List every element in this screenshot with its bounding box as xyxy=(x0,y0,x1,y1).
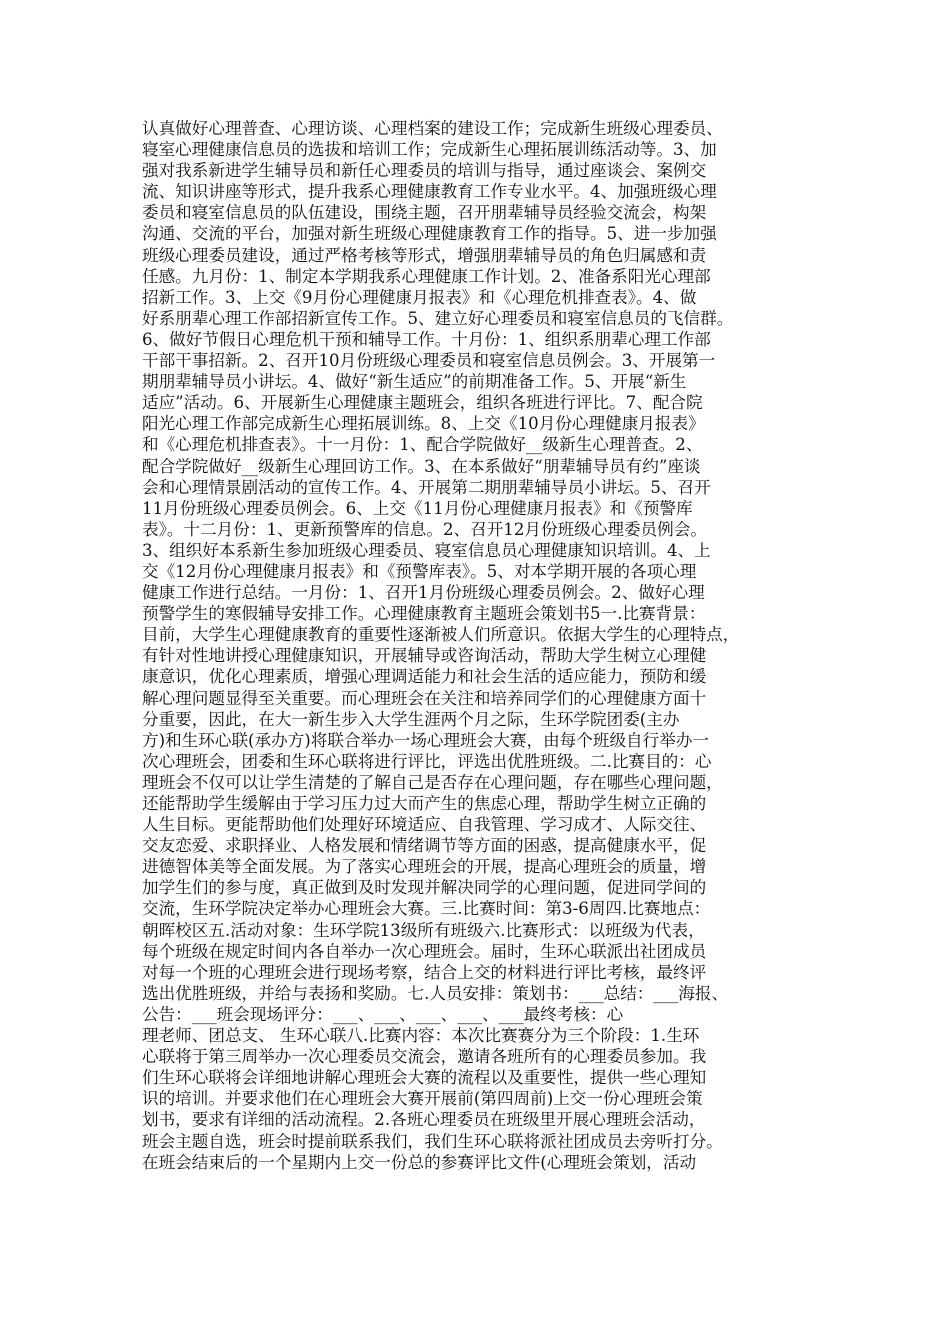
text-line: 和《心理危机排查表》。十一月份：1、配合学院做好__级新生心理普查。2、 xyxy=(142,435,703,455)
text-line: 会和心理情景剧活动的宣传工作。4、开展第二期朋辈辅导员小讲坛。5、召开 xyxy=(142,477,711,497)
text-line: 理班会不仅可以让学生清楚的了解自己是否存在心理问题，存在哪些心理问题， xyxy=(142,772,723,792)
text-line: 适应”活动。6、开展新生心理健康主题班会，组织各班进行评比。7、配合院 xyxy=(142,393,703,413)
text-line: 健康工作进行总结。一月份：1、召开1月份班级心理委员例会。2、做好心理 xyxy=(142,583,705,603)
text-line: 目前，大学生心理健康教育的重要性逐渐被人们所意识。依据大学生的心理特点， xyxy=(142,625,740,645)
text-line: 6、做好节假日心理危机干预和辅导工作。十月份：1、组织系朋辈心理工作部 xyxy=(142,329,711,349)
text-line: 好系朋辈心理工作部招新宣传工作。5、建立好心理委员和寝室信息员的飞信群。 xyxy=(142,308,734,328)
text-line: 交《12月份心理健康月报表》和《预警库表》。5、对本学期开展的各项心理 xyxy=(142,561,697,581)
text-line: 班级心理委员建设，通过严格考核等形式，增强朋辈辅导员的角色归属感和责 xyxy=(142,245,707,265)
text-line: 识的培训。并要求他们在心理班会大赛开展前(第四周前)上交一份心理班会策 xyxy=(142,1089,703,1109)
text-line: 对每一个班的心理班会进行现场考察，结合上交的材料进行评比考核，最终评 xyxy=(142,962,707,982)
text-line: 人生目标。更能帮助他们处理好环境适应、自我管理、学习成才、人际交往、 xyxy=(142,815,707,835)
text-line: 3、组织好本系新生参加班级心理委员、寝室信息员心理健康知识培训。4、上 xyxy=(142,540,711,560)
text-line: 划书，要求有详细的活动流程。2.各班心理委员在班级里开展心理班会活动， xyxy=(142,1110,706,1130)
text-line: 每个班级在规定时间内各自举办一次心理班会。届时，生环心联派出社团成员 xyxy=(142,941,707,961)
text-line: 分重要，因此，在大一新生步入大学生涯两个月之际，生环学院团委(主办 xyxy=(142,709,680,729)
document-body xyxy=(142,118,822,1173)
text-line: 康意识，优化心理素质，增强心理调适能力和社会生活的适应能力，预防和缓 xyxy=(142,667,707,687)
text-line: 解心理问题显得至关重要。而心理班会在关注和培养同学们的心理健康方面十 xyxy=(142,688,707,708)
text-line: 次心理班会，团委和生环心联将进行评比，评选出优胜班级。二.比赛目的：心 xyxy=(142,751,712,771)
text-line: 招新工作。3、上交《9月份心理健康月报表》和《心理危机排查表》。4、做 xyxy=(142,287,697,307)
text-line: 寝室心理健康信息员的选拔和培训工作；完成新生心理拓展训练活动等。3、加 xyxy=(142,140,717,160)
text-line: 干部干事招新。2、召开10月份班级心理委员和寝室信息员例会。3、开展第一 xyxy=(142,351,716,371)
text-line: 委员和寝室信息员的队伍建设，围绕主题，召开朋辈辅导员经验交流会，构架 xyxy=(142,203,707,223)
text-line: 配合学院做好__级新生心理回访工作。3、在本系做好“朋辈辅导员有约”座谈 xyxy=(142,456,701,476)
text-line: 强对我系新进学生辅导员和新任心理委员的培训与指导，通过座谈会、案例交 xyxy=(142,161,707,181)
text-line: 在班会结束后的一个星期内上交一份总的参赛评比文件(心理班会策划，活动 xyxy=(142,1152,697,1172)
text-line: 加学生们的参与度，真正做到及时发现并解决同学的心理问题，促进同学间的 xyxy=(142,878,707,898)
text-line: 认真做好心理普查、心理访谈、心理档案的建设工作；完成新生班级心理委员、 xyxy=(142,119,723,138)
text-line: 表》。十二月份：1、更新预警库的信息。2、召开12月份班级心理委员例会。 xyxy=(142,519,707,539)
text-line: 交友恋爱、求职择业、人格发展和情绪调节等方面的困惑，提高健康水平，促 xyxy=(142,836,707,856)
text-line: 预警学生的寒假辅导安排工作。心理健康教育主题班会策划书5一.比赛背景： xyxy=(142,604,706,624)
text-line: 还能帮助学生缓解由于学习压力过大而产生的焦虑心理，帮助学生树立正确的 xyxy=(142,794,707,813)
text-line: 朝晖校区五.活动对象：生环学院13级所有班级六.比赛形式：以班级为代表， xyxy=(142,920,705,940)
text-line: 流、知识讲座等形式，提升我系心理健康教育工作专业水平。4、加强班级心理 xyxy=(142,182,717,202)
text-line: 心联将于第三周举办一次心理委员交流会，邀请各班所有的心理委员参加。我 xyxy=(142,1047,707,1067)
text-line: 方)和生环心联(承办方)将联合举办一场心理班会大赛，由每个班级自行举办一 xyxy=(142,730,710,750)
text-line: 选出优胜班级，并给与表扬和奖励。七.人员安排：策划书：___总结：___海报、 xyxy=(142,983,729,1003)
text-line: 进德智体美等全面发展。为了落实心理班会的开展，提高心理班会的质量，增 xyxy=(142,857,707,877)
text-line: 有针对性地讲授心理健康知识，开展辅导或咨询活动，帮助大学生树立心理健 xyxy=(142,646,707,666)
text-line: 交流，生环学院决定举办心理班会大赛。三.比赛时间：第3-6周四.比赛地点： xyxy=(142,899,711,919)
text-line: 阳光心理工作部完成新生心理拓展训练。8、上交《10月份心理健康月报表》 xyxy=(142,414,705,434)
text-line: 公告：___班会现场评分：___、___、___、___、___最终考核：心 xyxy=(142,1004,624,1024)
text-line: 理老师、团总支、 生环心联八.比赛内容：本次比赛赛分为三个阶段：1.生环 xyxy=(142,1026,700,1046)
text-line: 任感。九月份：1、制定本学期我系心理健康工作计划。2、准备系阳光心理部 xyxy=(142,266,711,286)
text-line: 期朋辈辅导员小讲坛。4、做好“新生适应”的前期准备工作。5、开展“新生 xyxy=(142,372,687,392)
text-line: 11月份班级心理委员例会。6、上交《11月份心理健康月报表》和《预警库 xyxy=(142,498,693,518)
text-line: 们生环心联将会详细地讲解心理班会大赛的流程以及重要性，提供一些心理知 xyxy=(142,1068,707,1088)
text-line: 沟通、交流的平台，加强对新生班级心理健康教育工作的指导。5、进一步加强 xyxy=(142,224,717,244)
text-line: 班会主题自选，班会时提前联系我们，我们生环心联将派社团成员去旁听打分。 xyxy=(142,1131,723,1151)
